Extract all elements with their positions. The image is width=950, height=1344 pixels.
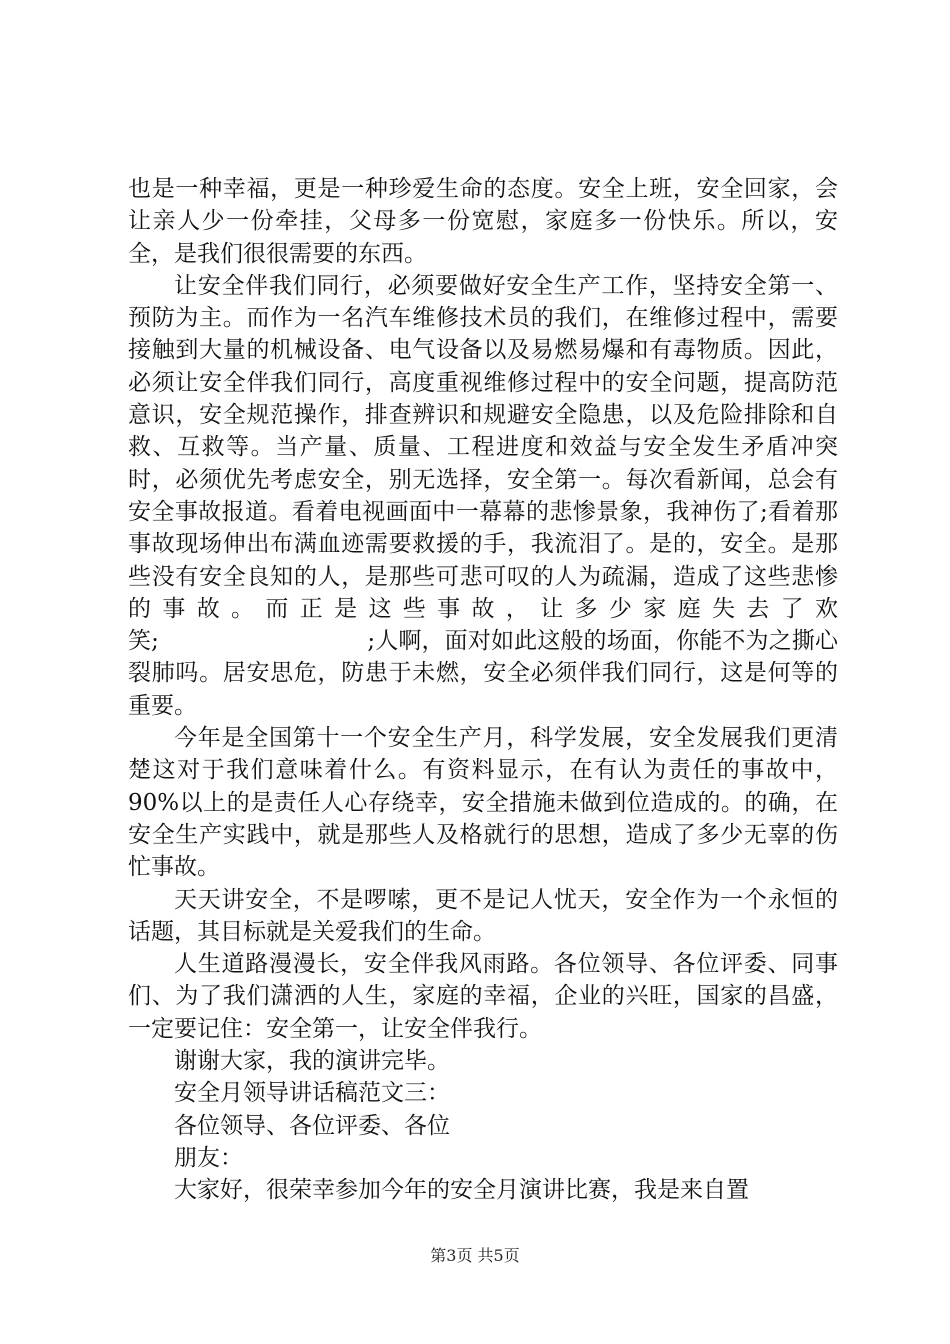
page-footer: 第3页 共5页	[430, 1246, 520, 1265]
paragraph-3: 今年是全国第十一个安全生产月，科学发展，安全发展我们更清楚这对于我们意味着什么。有资料显示，在有认为责任的事故中，90%以上的是责任人心存绕幸，安全措施未做到位造成的。的确，在安全生产实践中，就是那些人及格就行的思想，造成了多少无辜的伤忙事故。	[128, 725, 838, 881]
paragraph-8: 各位领导、各位评委、各位	[174, 1112, 450, 1139]
paragraph-9: 朋友：	[174, 1144, 243, 1171]
paragraph-1: 也是一种幸福，更是一种珍爱生命的态度。安全上班，安全回家，会让亲人少一份牵挂，父母多一份宽慰，家庭多一份快乐。所以，安全，是我们很很需要的东西。	[128, 176, 838, 267]
document-body	[128, 173, 838, 1207]
paragraph-2: 让安全伴我们同行，必须要做好安全生产工作，坚持安全第一、预防为主。而作为一名汽车维修技术员的我们，在维修过程中，需要接触到大量的机械设备、电气设备以及易燃易爆和有毒物质。因此，必须让安全伴我们同行，高度重视维修过程中的安全问题，提高防范意识，安全规范操作，排查辨识和规避安全隐患，以及危险排除和自救、互救等。当产量、质量、工程进度和效益与安全发生矛盾冲突时，必须优先考虑安全，别无选择，安全第一。每次看新闻，总会有安全事故报道。看着电视画面中一幕幕的悲惨景象，我神伤了;看着那事故现场伸出布满血迹需要救援的手，我流泪了。是的，安全。是那些没有安全良知的人，是那些可悲可叹的人为疏漏，造成了这些悲惨的事故。而正是这些事故，让多少家庭失去了欢笑; ;人啊，面对如此这般的场面，你能不为之撕心裂肺吗。居安思危，防患于未燃，安全必须伴我们同行，这是何等的重要。	[128, 272, 838, 719]
paragraph-6: 谢谢大家，我的演讲完毕。	[174, 1048, 450, 1075]
paragraph-10: 大家好，很荣幸参加今年的安全月演讲比赛，我是来自置	[174, 1177, 749, 1204]
paragraph-4: 天天讲安全，不是啰嗦，更不是记人忧天，安全作为一个永恒的话题，其目标就是关爱我们的生命。	[128, 886, 838, 945]
paragraph-5: 人生道路漫漫长，安全伴我风雨路。各位领导、各位评委、同事们、为了我们潇洒的人生，家庭的幸福，企业的兴旺，国家的昌盛，一定要记住：安全第一，让安全伴我行。	[128, 951, 838, 1042]
paragraph-7: 安全月领导讲话稿范文三：	[174, 1080, 450, 1107]
